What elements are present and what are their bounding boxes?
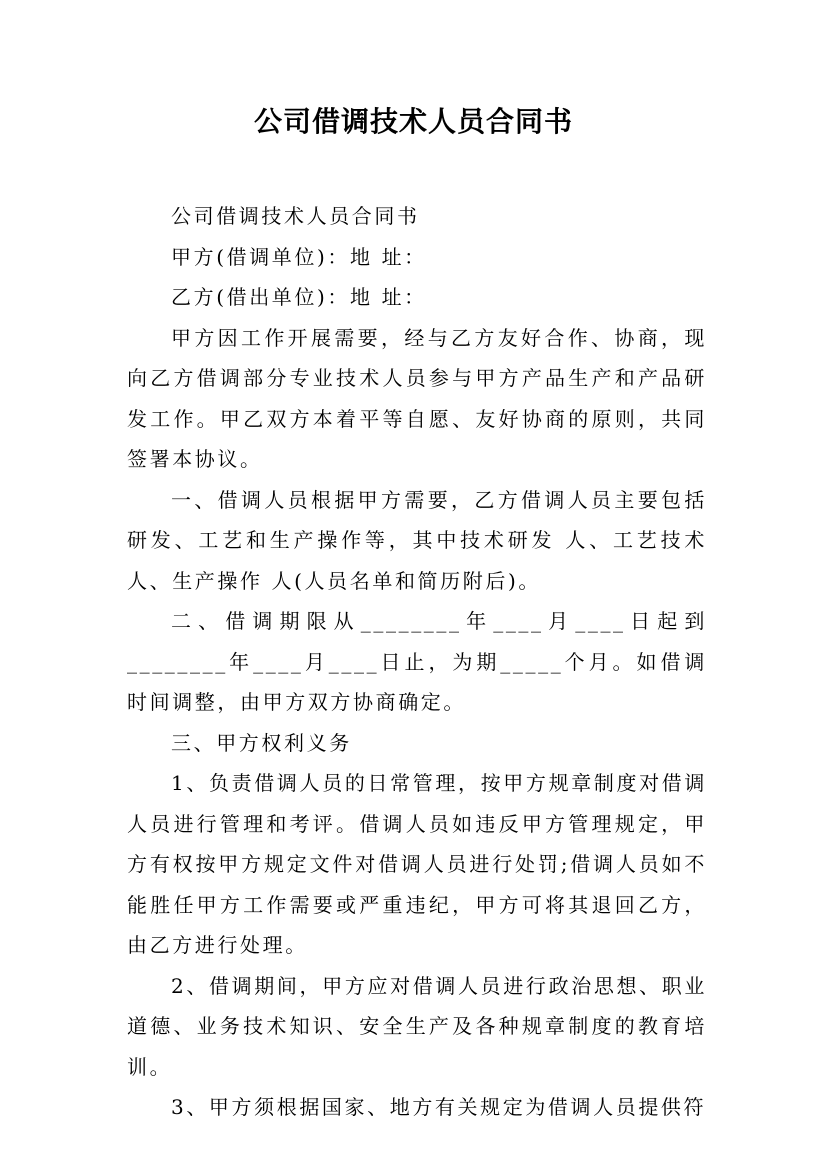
paragraph-heading: 公司借调技术人员合同书 (171, 204, 420, 228)
paragraph-party-a: 甲方(借调单位)：地 址： (171, 244, 427, 269)
paragraph-party-b: 乙方(借出单位)：地 址： (171, 285, 427, 309)
document-body (127, 196, 707, 1128)
paragraph-item-2: 2、借调期间，甲方应对借调人员进行政治思想、职业道德、业务技术知识、安全生产及各种规章制度的教育培训。 (127, 973, 707, 1079)
paragraph-preamble: 甲方因工作开展需要，经与乙方友好合作、协商，现向乙方借调部分专业技术人员参与甲方产品生产和产品研发工作。甲乙双方本着平等自愿、友好协商的原则，共同签署本协议。 (127, 325, 707, 471)
paragraph-clause-1: 一、借调人员根据甲方需要，乙方借调人员主要包括研发、工艺和生产操作等，其中技术研发 人、工艺技术 人、生产操作 人(人员名单和简历附后)。 (127, 487, 707, 593)
paragraph-item-3: 3、甲方须根据国家、地方有关规定为借调人员提供符 (171, 1095, 707, 1119)
paragraph-clause-3-heading: 三、甲方权利义务 (171, 730, 352, 755)
paragraph-item-1: 1、负责借调人员的日常管理，按甲方规章制度对借调人员进行管理和考评。借调人员如违反甲方管理规定，甲方有权按甲方规定文件对借调人员进行处罚;借调人员如不能胜任甲方工作需要或严重违纪，甲方可将其退回乙方，由乙方进行处理。 (127, 771, 707, 957)
document-title: 公司借调技术人员合同书 (253, 105, 573, 138)
paragraph-clause-2: 二、借调期限从________年____月____日起到________年____月____日止，为期_____个月。如借调时间调整，由甲方双方协商确定。 (127, 609, 707, 714)
